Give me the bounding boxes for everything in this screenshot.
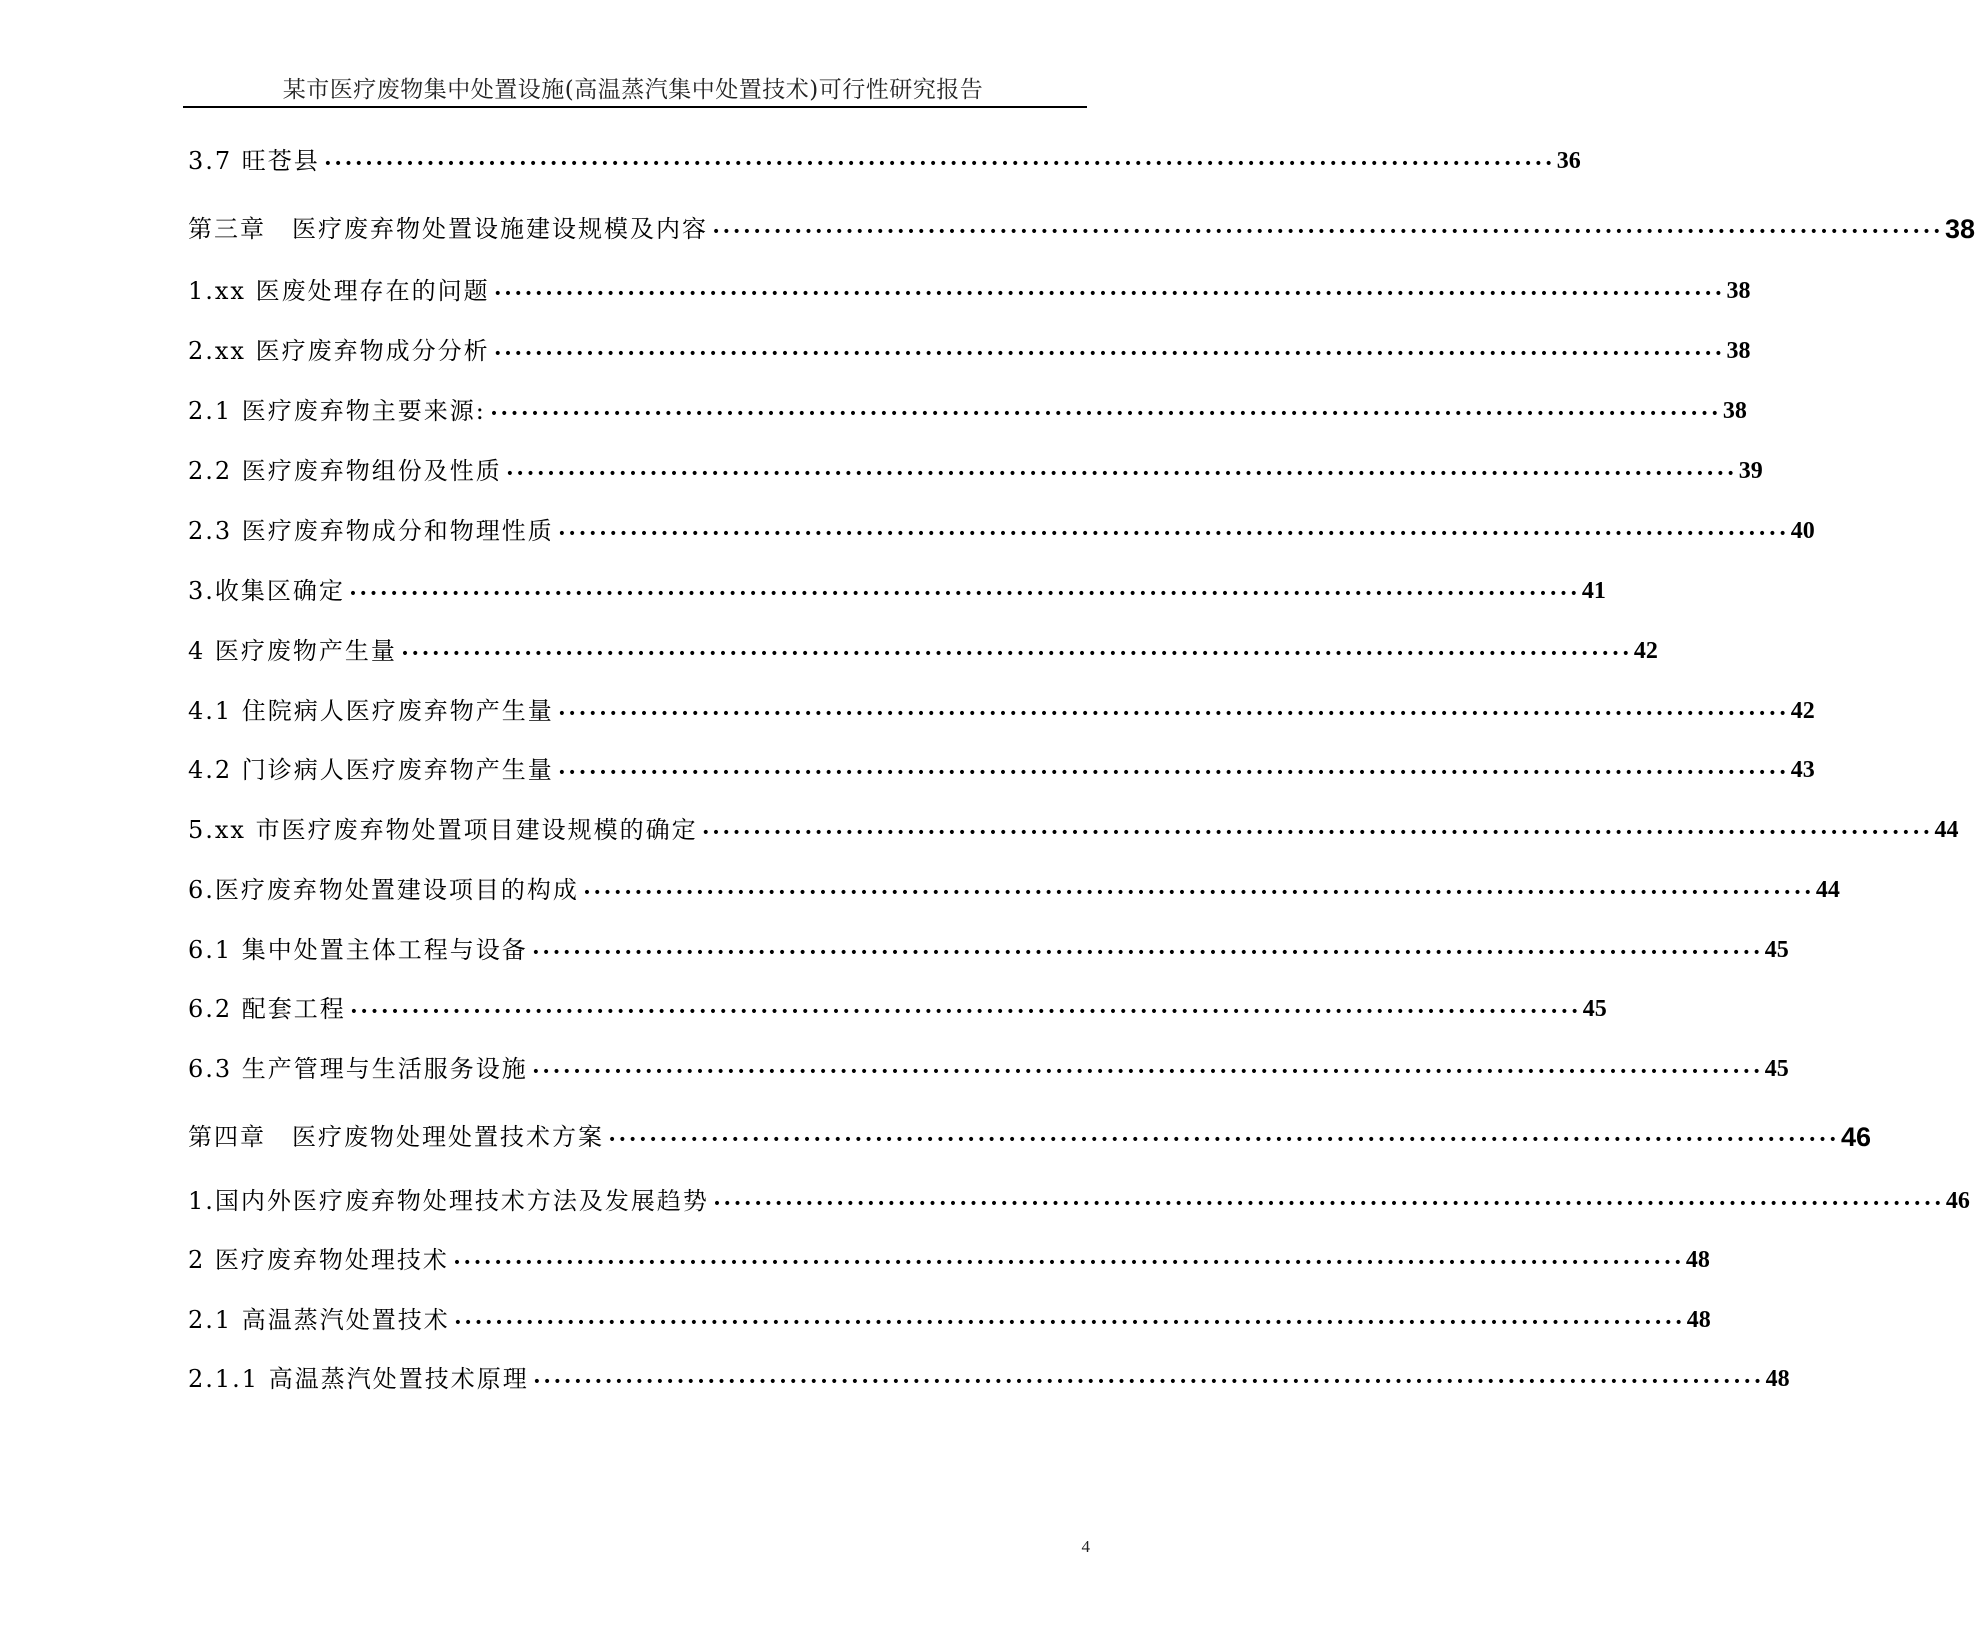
toc-entry-page-number: 44 [1934,817,1959,843]
toc-entry-label: 4 医疗废物产生量 [188,637,397,665]
toc-dot-leader: •••••••••••••••••••••••••••••••••••••••••••••••••••••••••••••••••••••••••••••••••••••••••••••••••••••••••••••••••••••••• [453,1315,1685,1331]
toc-entry[interactable] [188,145,1581,177]
toc-entry-label: 6.1 集中处置主体工程与设备 [188,936,528,964]
toc-dot-leader: •••••••••••••••••••••••••••••••••••••••••••••••••••••••••••••••••••••••••••••••••••••••••••••••••••••••••••••••••••••••• [323,156,1555,172]
toc-dot-leader: •••••••••••••••••••••••••••••••••••••••••••••••••••••••••••••••••••••••••••••••••••••••••••••••••••••••••••••••••••••••• [349,1004,1581,1020]
page-number: 4 [1081,1537,1090,1556]
toc-entry-page-number: 45 [1582,996,1607,1022]
toc-chapter-entry[interactable] [188,213,1975,245]
toc-chapter-entry[interactable] [188,1121,1871,1153]
toc-dot-leader: •••••••••••••••••••••••••••••••••••••••••••••••••••••••••••••••••••••••••••••••••••••••••••••••••••••••••••••••••••••••• [557,765,1789,781]
toc-entry-label: 6.3 生产管理与生活服务设施 [188,1055,528,1083]
toc-entry-page-number: 48 [1765,1366,1790,1392]
toc-entry-label: 2.1.1 高温蒸汽处置技术原理 [188,1365,529,1393]
toc-entry[interactable] [188,754,1815,786]
toc-entry[interactable] [188,1363,1790,1395]
toc-dot-leader: •••••••••••••••••••••••••••••••••••••••••••••••••••••••••••••••••••••••••••••••••••••••••••••••••••••••••••••••••••••••• [712,1196,1944,1212]
toc-entry-page-number: 36 [1556,148,1581,174]
toc-dot-leader: •••••••••••••••••••••••••••••••••••••••••••••••••••••••••••••••••••••••••••••••••••••••••••••••••••••••••••••••••••••••• [712,224,1943,240]
toc-entry-page-number: 48 [1685,1247,1710,1273]
toc-entry-page-number: 38 [1726,338,1751,364]
toc-entry[interactable] [188,515,1815,547]
toc-entry-page-number: 45 [1764,937,1789,963]
toc-entry-label: 第三章 医疗废弃物处置设施建设规模及内容 [188,215,708,243]
toc-entry-label: 1.国内外医疗废弃物处理技术方法及发展趋势 [188,1187,709,1215]
toc-entry-page-number: 42 [1790,698,1815,724]
page-header-title: 某市医疗废物集中处置设施(高温蒸汽集中处置技术)可行性研究报告 [282,77,984,103]
toc-dot-leader: •••••••••••••••••••••••••••••••••••••••••••••••••••••••••••••••••••••••••••••••••••••••••••••••••••••••••••••••••••••••• [400,646,1632,662]
toc-entry[interactable] [188,1053,1789,1085]
toc-entry-label: 1.xx 医废处理存在的问题 [188,277,490,305]
toc-entry-page-number: 43 [1790,757,1815,783]
toc-entry-label: 2 医疗废弃物处理技术 [188,1246,449,1274]
toc-dot-leader: •••••••••••••••••••••••••••••••••••••••••••••••••••••••••••••••••••••••••••••••••••••••••••••••••••••••••••••••••••••••• [557,526,1789,542]
toc-dot-leader: •••••••••••••••••••••••••••••••••••••••••••••••••••••••••••••••••••••••••••••••••••••••••••••••••••••••••••••••••••••••• [348,586,1580,602]
toc-entry-label: 2.2 医疗废弃物组份及性质 [188,457,502,485]
toc-dot-leader: •••••••••••••••••••••••••••••••••••••••••••••••••••••••••••••••••••••••••••••••••••••••••••••••••••••••••••••••••••••••• [531,945,1763,961]
toc-entry-label: 4.2 门诊病人医疗废弃物产生量 [188,756,554,784]
toc-entry[interactable] [188,455,1763,487]
toc-entry-label: 4.1 住院病人医疗废弃物产生量 [188,697,554,725]
toc-dot-leader: •••••••••••••••••••••••••••••••••••••••••••••••••••••••••••••••••••••••••••••••••••••••••••••••••••••••••••••••••••••••• [493,346,1725,362]
toc-entry-page-number: 48 [1686,1307,1711,1333]
toc-entry[interactable] [188,695,1815,727]
toc-dot-leader: •••••••••••••••••••••••••••••••••••••••••••••••••••••••••••••••••••••••••••••••••••••••••••••••••••••••••••••••••••••••• [452,1255,1684,1271]
toc-entry[interactable] [188,575,1606,607]
toc-entry-label: 2.3 医疗废弃物成分和物理性质 [188,517,554,545]
toc-entry-page-number: 41 [1581,578,1606,604]
toc-entry-page-number: 44 [1815,877,1840,903]
toc-entry-page-number: 42 [1633,638,1658,664]
toc-entry-label: 第四章 医疗废物处理处置技术方案 [188,1123,604,1151]
toc-entry-page-number: 39 [1738,458,1763,484]
toc-entry-label: 5.xx 市医疗废弃物处置项目建设规模的确定 [188,816,698,844]
toc-dot-leader: •••••••••••••••••••••••••••••••••••••••••••••••••••••••••••••••••••••••••••••••••••••••••••••••••••••••••••••••••••••••• [493,286,1725,302]
toc-entry-label: 6.2 配套工程 [188,995,346,1023]
toc-entry[interactable] [188,335,1751,367]
toc-entry-page-number: 40 [1790,518,1815,544]
toc-entry-page-number: 38 [1944,214,1975,244]
toc-entry[interactable] [188,1304,1711,1336]
toc-entry-label: 2.1 高温蒸汽处置技术 [188,1306,450,1334]
toc-dot-leader: •••••••••••••••••••••••••••••••••••••••••••••••••••••••••••••••••••••••••••••••••••••••••••••••••••••••••••••••••••••••• [701,825,1933,841]
toc-entry[interactable] [188,275,1751,307]
toc-entry[interactable] [188,993,1607,1025]
header-rule [183,106,1087,108]
toc-entry[interactable] [188,635,1658,667]
toc-dot-leader: •••••••••••••••••••••••••••••••••••••••••••••••••••••••••••••••••••••••••••••••••••••••••••••••••••••••••••••••••••••••• [582,885,1814,901]
toc-entry-label: 3.收集区确定 [188,577,345,605]
toc-entry[interactable] [188,395,1747,427]
toc-entry[interactable] [188,874,1840,906]
toc-entry-page-number: 46 [1840,1122,1871,1152]
toc-dot-leader: •••••••••••••••••••••••••••••••••••••••••••••••••••••••••••••••••••••••••••••••••••••••••••••••••••••••••••••••••••••••• [608,1132,1839,1148]
toc-entry[interactable] [188,1244,1710,1276]
toc-entry[interactable] [188,934,1789,966]
toc-entry-label: 3.7 旺苍县 [188,147,320,175]
toc-dot-leader: •••••••••••••••••••••••••••••••••••••••••••••••••••••••••••••••••••••••••••••••••••••••••••••••••••••••••••••••••••••••• [531,1064,1763,1080]
toc-entry-label: 6.医疗废弃物处置建设项目的构成 [188,876,579,904]
toc-entry[interactable] [188,1185,1970,1217]
toc-entry-label: 2.1 医疗废弃物主要来源: [188,397,486,425]
toc-entry-page-number: 38 [1722,398,1747,424]
toc-entry-page-number: 46 [1945,1188,1970,1214]
toc-dot-leader: •••••••••••••••••••••••••••••••••••••••••••••••••••••••••••••••••••••••••••••••••••••••••••••••••••••••••••••••••••••••• [557,706,1789,722]
toc-entry-page-number: 45 [1764,1056,1789,1082]
toc-entry-page-number: 38 [1726,278,1751,304]
toc-dot-leader: •••••••••••••••••••••••••••••••••••••••••••••••••••••••••••••••••••••••••••••••••••••••••••••••••••••••••••••••••••••••• [532,1374,1764,1390]
toc-entry-label: 2.xx 医疗废弃物成分分析 [188,337,490,365]
toc-dot-leader: •••••••••••••••••••••••••••••••••••••••••••••••••••••••••••••••••••••••••••••••••••••••••••••••••••••••••••••••••••••••• [489,406,1721,422]
toc-dot-leader: •••••••••••••••••••••••••••••••••••••••••••••••••••••••••••••••••••••••••••••••••••••••••••••••••••••••••••••••••••••••• [505,466,1737,482]
toc-entry[interactable] [188,814,1959,846]
